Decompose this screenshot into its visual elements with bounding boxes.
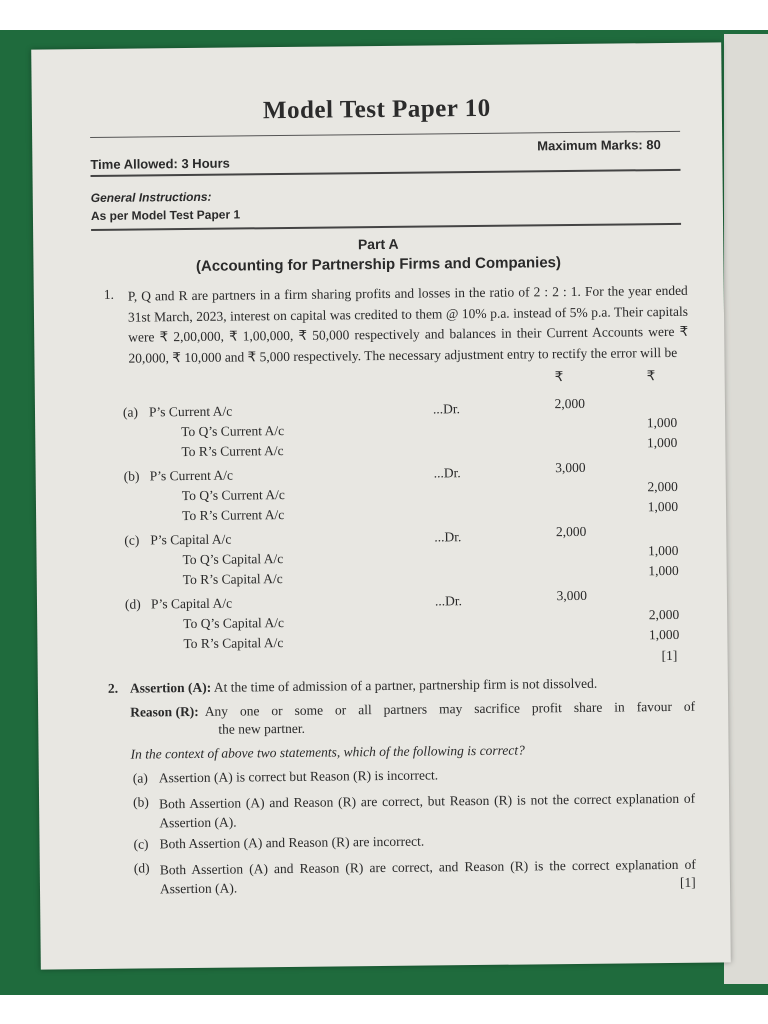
q1-option-b-debit: 3,000 — [555, 459, 586, 476]
q2-option-d-label: (d) — [133, 860, 150, 876]
q1-currency-debit: ₹ — [554, 369, 564, 385]
q2-marks: [1] — [679, 874, 696, 890]
q1-option-c-debit: 2,000 — [555, 523, 587, 540]
q1-option-d-credit1: 2,000 — [648, 606, 680, 623]
q1-option-b-debit-account: P’s Current A/c — [149, 467, 233, 484]
q1-option-c-dr: ...Dr. — [434, 529, 462, 545]
q1-option-c-credit1-account: To Q’s Capital A/c — [182, 551, 284, 568]
q2-option-c-text: Both Assertion (A) and Reason (R) are incorrect. — [159, 833, 425, 852]
adjacent-page-edge — [724, 34, 768, 984]
q1-option-b-dr: ...Dr. — [433, 465, 461, 481]
q1-option-a-credit2: 1,000 — [646, 434, 678, 451]
q2-reason — [130, 699, 695, 721]
q2-option-b-label: (b) — [133, 794, 149, 810]
q2-option-a-label: (a) — [132, 770, 148, 786]
q1-option-a-label: (a) — [122, 404, 139, 420]
q1-option-d-credit1-account: To Q’s Capital A/c — [183, 615, 284, 632]
q1-option-d-debit: 3,000 — [556, 587, 588, 604]
q1-currency-credit: ₹ — [646, 368, 656, 384]
general-instructions-heading: General Instructions: — [90, 189, 212, 206]
q2-prompt: In the context of above two statements, which of the following is correct? — [130, 742, 525, 762]
q1-option-a-debit-account: P’s Current A/c — [148, 403, 233, 420]
q1-option-b-credit2-account: To R’s Current A/c — [182, 507, 285, 524]
q1-option-a-credit1-account: To Q’s Current A/c — [181, 423, 285, 440]
q1-option-a-debit: 2,000 — [554, 395, 586, 412]
q1-option-b-credit1-account: To Q’s Current A/c — [181, 487, 285, 504]
q1-option-d-credit2-account: To R’s Capital A/c — [183, 635, 284, 652]
q1-text: P, Q and R are partners in a firm sharing profits and losses in the ratio of 2 : 2 : 1. For the year ended 31st March, 2023, interest on capital was credited to them @ 10% p.a. instead of 5% p.a. Their capitals were ₹ 2,00,000, ₹ 1,00,000, ₹ 50,000 respectively and balances in their Current Accounts were ₹ 20,000, ₹ 10,000 and ₹ 5,000 respectively. The necessary adjustment entry to rectify the error will be — [127, 282, 689, 366]
part-subtitle: (Accounting for Partnership Firms and Companies) — [195, 254, 562, 275]
q1-option-c-credit1: 1,000 — [648, 542, 679, 559]
q1-option-c-debit-account: P’s Capital A/c — [150, 531, 232, 548]
q1-option-d-credit2: 1,000 — [648, 626, 680, 643]
q1-option-d-label: (d) — [124, 596, 141, 612]
q1-option-b-credit2: 1,000 — [647, 498, 679, 515]
q2-option-a-text: Assertion (A) is correct but Reason (R) is incorrect. — [158, 767, 439, 786]
maximum-marks: Maximum Marks: 80 — [537, 137, 661, 154]
q1-option-d-dr: ...Dr. — [434, 593, 463, 609]
exam-page — [31, 42, 731, 969]
q2-assertion-text: At the time of admission of a partner, partnership firm is not dissolved. — [213, 675, 598, 695]
q1-option-c-credit2-account: To R’s Capital A/c — [182, 571, 283, 588]
instructions-rule — [91, 223, 681, 231]
q2-assertion-label: Assertion (A): — [129, 679, 212, 696]
q1-option-b-credit1: 2,000 — [647, 478, 678, 495]
q2-option-d-text: Both Assertion (A) and Reason (R) are correct, and Reason (R) is the correct explanation of Assertion (A). — [159, 856, 696, 897]
q1-option-a-dr: ...Dr. — [432, 401, 461, 417]
q2-reason-label: Reason (R): — [130, 703, 199, 720]
part-label: Part A — [357, 235, 399, 253]
q2-assertion — [130, 676, 598, 697]
q2-number: 2. — [107, 680, 119, 696]
page-title: Model Test Paper 10 — [262, 94, 491, 125]
q2-reason-text-continued: the new partner. — [218, 720, 305, 737]
q1-option-a-credit1: 1,000 — [646, 414, 678, 431]
background-bottom — [0, 995, 768, 1024]
q1-option-d-debit-account: P’s Capital A/c — [150, 595, 233, 612]
time-allowed: Time Allowed: 3 Hours — [90, 155, 230, 173]
q1-number: 1. — [103, 286, 114, 302]
q2-option-c-label: (c) — [133, 836, 149, 852]
q1-marks: [1] — [661, 647, 678, 664]
q2-reason-text: Any one or some or all partners may sacrifice profit share in favour of — [204, 698, 696, 719]
general-instructions-text: As per Model Test Paper 1 — [90, 207, 241, 224]
q2-option-b-text: Both Assertion (A) and Reason (R) are correct, but Reason (R) is not the correct explanation of Assertion (A). — [159, 790, 696, 831]
q1-option-b-label: (b) — [123, 468, 140, 484]
q1-option-c-label: (c) — [124, 532, 140, 548]
q1-option-a-credit2-account: To R’s Current A/c — [181, 443, 284, 460]
q1-option-c-credit2: 1,000 — [648, 562, 679, 579]
background-top — [0, 0, 768, 30]
